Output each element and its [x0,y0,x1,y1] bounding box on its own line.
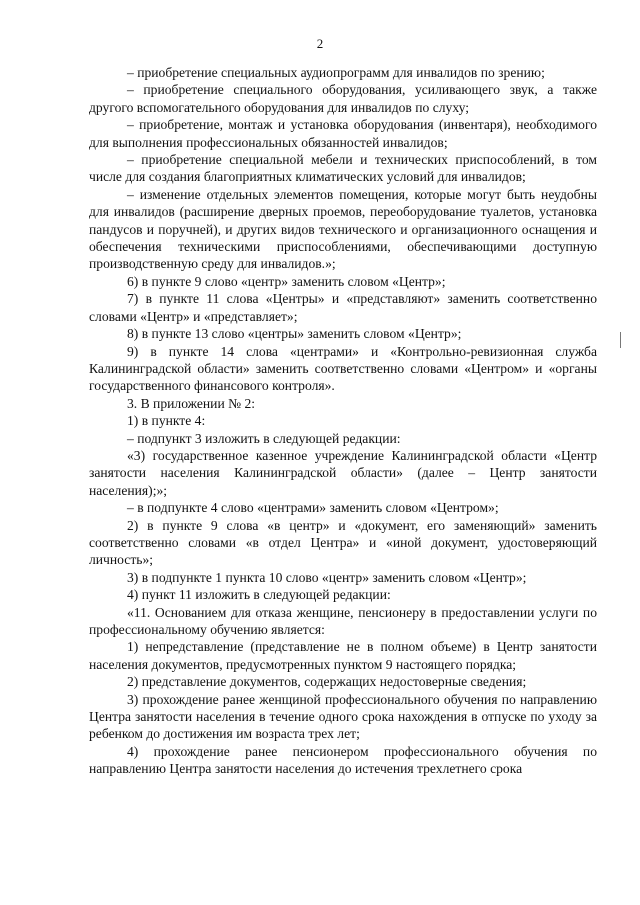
section-heading: 3. В приложении № 2: [127,395,256,411]
paragraph: 6) в пункте 9 слово «центр» заменить словом «Центр»; [127,273,446,289]
margin-mark [620,332,621,348]
paragraph: 7) в пункте 11 слова «Центры» и «представляют» заменить соответственно словами «Центр» и «представляет»; [89,291,597,324]
page-number: 2 [316,36,324,51]
document-body [89,64,597,778]
paragraph: – в подпункте 4 слово «центрами» заменить словом «Центром»; [127,500,499,516]
paragraph: 2) представление документов, содержащих недостоверные сведения; [127,674,527,690]
paragraph: 8) в пункте 13 слово «центры» заменить словом «Центр»; [127,326,462,342]
paragraph: – приобретение специальных аудиопрограмм для инвалидов по зрению; [127,65,545,80]
paragraph: 3) в подпункте 1 пункта 10 слово «центр» заменить словом «Центр»; [127,569,527,585]
paragraph: 4) пункт 11 изложить в следующей редакции: [127,587,391,603]
paragraph: – приобретение специальной мебели и технических приспособлений, в том числе для создания благоприятных климатических условий для инвалидов; [89,152,597,185]
paragraph: 2) в пункте 9 слова «в центр» и «документ, его заменяющий» заменить соответственно словами «в отдел Центра» и «иной документ, удостоверяющий личность»; [89,517,597,568]
paragraph: 1) непредставление (представление не в полном объеме) в Центр занятости населения документов, предусмотренных пунктом 9 настоящего порядка; [89,639,597,672]
paragraph: – изменение отдельных элементов помещения, которые могут быть неудобны для инвалидов (расширение дверных проемов, переоборудование туалетов, установка пандусов и поручней), и других видов технического и организационного оснащения и обеспечения техническими приспособлениями, обеспечивающими доступную производственную среду для инвалидов.»; [89,186,597,272]
paragraph: – приобретение специального оборудования, усиливающего звук, а также другого вспомогательного оборудования для инвалидов по слуху; [89,82,597,115]
paragraph: 9) в пункте 14 слова «центрами» и «Контрольно-ревизионная служба Калининградской области» заменить соответственно словами «Центром» и «органы государственного финансового контроля». [89,343,597,394]
paragraph: 4) прохождение ранее пенсионером профессионального обучения по направлению Центра занятости населения до истечения трехлетнего срока [89,743,597,777]
paragraph: 1) в пункте 4: [127,413,206,429]
paragraph: 3) прохождение ранее женщиной профессионального обучения по направлению Центра занятости населения в течение одного срока нахождения в отпуске по уходу за ребенком до достижения им возраста трех лет; [89,691,597,742]
paragraph: – подпункт 3 изложить в следующей редакции: [127,430,401,446]
paragraph: – приобретение, монтаж и установка оборудования (инвентаря), необходимого для выполнения профессиональных обязанностей инвалидов; [89,117,597,150]
paragraph: «3) государственное казенное учреждение Калининградской области «Центр занятости населения Калининградской области» (далее – Центр занятости населения);»; [89,447,597,498]
paragraph: «11. Основанием для отказа женщине, пенсионеру в предоставлении услуги по профессиональному обучению является: [89,604,597,637]
